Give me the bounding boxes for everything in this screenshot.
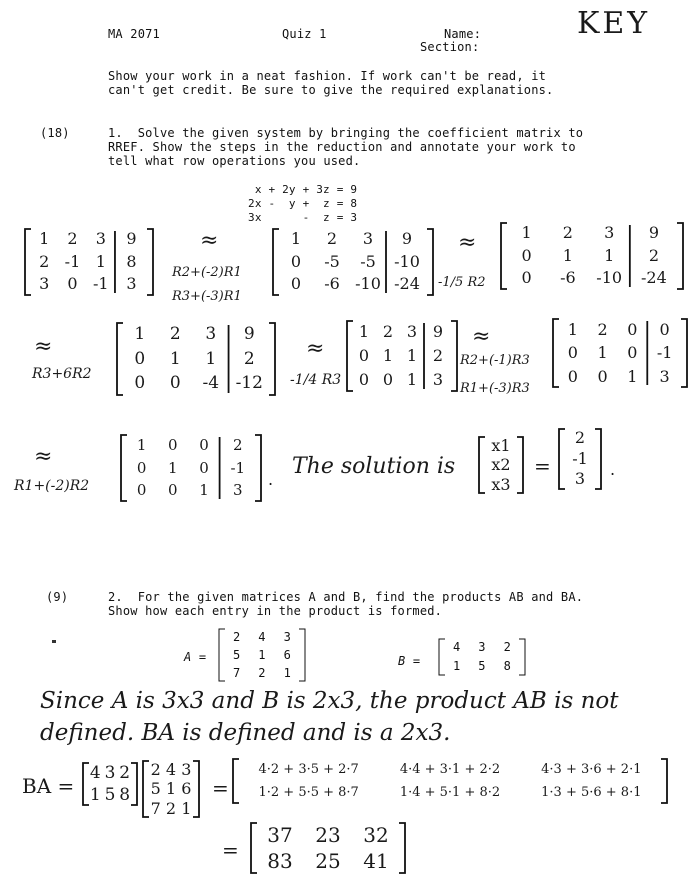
matrix-b-handwritten	[82, 762, 138, 806]
matrix-entry: 23	[315, 823, 341, 847]
system-equation: x + 2y + 3z = 9	[248, 183, 358, 196]
instruction-line: Show your work in a neat fashion. If work can't be read, it	[108, 69, 547, 83]
matrix-entry: -1	[656, 343, 673, 363]
matrix-entry: 9	[432, 322, 444, 341]
matrix-entry: 0	[168, 481, 178, 500]
matrix-entry: 0	[199, 436, 209, 454]
matrix-entry: 0	[382, 370, 394, 389]
matrix-entry: 0	[67, 274, 78, 294]
row-operation: -1/5 R2	[438, 275, 486, 290]
section-label: Section:	[420, 40, 480, 54]
matrix-entry: 2	[326, 229, 338, 248]
matrix-entry: 1	[205, 348, 217, 369]
matrix-entry: 1	[452, 659, 461, 673]
matrix-entry: 8	[126, 251, 137, 271]
matrix-entry: -4	[202, 373, 220, 394]
matrix-entry: 1	[406, 370, 418, 389]
matrix-entry: 2	[574, 428, 586, 447]
matrix-entry: 0	[597, 366, 608, 386]
matrix-entry: 3	[126, 274, 137, 294]
matrix-entry: 3	[181, 760, 192, 779]
matrix-entry: 41	[363, 849, 389, 873]
row-equivalent-symbol: ≈	[34, 444, 53, 469]
matrix-entry: 0	[358, 370, 370, 389]
matrix-entry: -10	[355, 274, 381, 294]
matrix-entry: 3	[604, 223, 615, 242]
matrix-entry: 25	[315, 849, 341, 873]
quiz-label: Quiz 1	[282, 27, 327, 41]
course-label: MA 2071	[108, 27, 160, 41]
matrix-entry: 2	[119, 763, 131, 783]
matrix-b-label: B =	[398, 654, 421, 668]
matrix-entry: -6	[560, 268, 576, 288]
matrix-b	[438, 638, 526, 676]
matrix-entry: 7	[232, 666, 241, 680]
matrix-entry: 0	[290, 274, 302, 294]
matrix-entry: -1	[572, 448, 588, 468]
augmented-matrix-step1	[272, 228, 434, 296]
matrix-entry: x2	[491, 455, 511, 475]
matrix-entry: 0	[659, 320, 670, 339]
row-operation: R1+(-2)R2	[14, 478, 90, 494]
matrix-entry: 5	[478, 659, 486, 673]
row-operation: R1+(-3)R3	[460, 381, 530, 396]
row-equivalent-symbol: ≈	[306, 336, 325, 361]
matrix-entry: 0	[134, 373, 146, 394]
matrix-entry: x1	[491, 436, 511, 455]
matrix-entry: 2	[243, 348, 255, 369]
problem2-text: Show how each entry in the product is formed.	[108, 604, 443, 618]
problem1-points: (18)	[40, 126, 70, 140]
row-operation: R3+(-3)R1	[172, 289, 242, 304]
problem1-text: RREF. Show the steps in the reduction and annotate your work to	[108, 140, 576, 154]
matrix-entry: 2	[648, 245, 659, 265]
matrix-entry: 32	[363, 823, 389, 847]
matrix-entry: 2	[39, 251, 50, 271]
matrix-entry: 0	[567, 343, 578, 363]
matrix-entry: 2	[150, 760, 161, 779]
matrix-entry: 2	[562, 223, 573, 242]
matrix-entry: 4·4 + 3·1 + 2·2	[399, 762, 501, 777]
handwritten-answer: defined. BA is defined and is a 2x3.	[40, 720, 451, 746]
row-operation: R2+(-2)R1	[172, 265, 242, 280]
matrix-entry: -1	[64, 251, 81, 271]
matrix-entry: 3	[362, 229, 374, 248]
matrix-entry: 3	[659, 366, 670, 386]
matrix-entry: 9	[648, 223, 659, 242]
row-equivalent-symbol: ≈	[458, 230, 477, 255]
matrix-entry: 1	[406, 346, 418, 365]
matrix-entry: 1	[169, 348, 181, 369]
matrix-entry: 0	[521, 245, 532, 265]
matrix-entry: 1	[168, 458, 178, 477]
equals-sign: =	[534, 454, 551, 478]
matrix-entry: 1	[199, 481, 209, 500]
matrix-entry: 2	[432, 346, 444, 365]
matrix-entry: 0	[136, 458, 147, 477]
matrix-entry: 5	[232, 648, 241, 662]
matrix-entry: -24	[641, 268, 667, 288]
row-operation: R3+6R2	[32, 366, 92, 382]
matrix-entry: 3	[478, 640, 486, 654]
matrix-entry: -6	[324, 274, 340, 294]
matrix-entry: 2	[382, 322, 394, 341]
matrix-entry: 8	[119, 785, 131, 805]
matrix-entry: 0	[521, 268, 532, 288]
matrix-entry: 3	[233, 481, 243, 500]
matrix-entry: 5	[150, 779, 161, 799]
matrix-entry: 9	[243, 324, 255, 344]
matrix-entry: 9	[126, 229, 137, 248]
stray-mark	[52, 640, 56, 643]
matrix-entry: 1·3 + 5·6 + 8·1	[541, 785, 642, 800]
matrix-entry: 2	[165, 798, 177, 818]
matrix-entry: 2	[597, 320, 608, 339]
problem2-text: 2. For the given matrices A and B, find the products AB and BA.	[108, 590, 584, 604]
row-equivalent-symbol: ≈	[200, 228, 219, 253]
matrix-a-handwritten	[142, 760, 200, 818]
matrix-entry: -5	[324, 251, 340, 271]
matrix-entry: -12	[235, 373, 263, 394]
matrix-entry: -10	[596, 268, 623, 288]
matrix-entry: -10	[394, 251, 420, 271]
matrix-entry: 0	[567, 366, 578, 386]
matrix-entry: 4	[89, 763, 101, 783]
matrix-entry: 0	[290, 251, 302, 271]
matrix-entry: 6	[181, 779, 192, 799]
matrix-entry: 0	[134, 348, 146, 369]
matrix-entry: 4	[165, 760, 177, 779]
matrix-entry: 1	[382, 346, 394, 365]
matrix-entry: 4·2 + 3·5 + 2·7	[258, 762, 359, 777]
matrix-entry: 9	[401, 229, 413, 248]
problem1-text: tell what row operations you used.	[108, 154, 361, 168]
name-label: Name:	[444, 27, 482, 41]
instruction-line: can't get credit. Be sure to give the required explanations.	[108, 83, 554, 97]
matrix-entry: 1	[567, 320, 578, 339]
matrix-entry: -5	[360, 251, 376, 271]
matrix-entry: 1·4 + 5·1 + 8·2	[399, 785, 501, 800]
row-operation: R2+(-1)R3	[460, 353, 530, 368]
matrix-entry: 3	[283, 630, 292, 644]
matrix-entry: 2	[258, 666, 266, 680]
matrix-entry: 6	[283, 648, 292, 662]
matrix-entry: 4·3 + 3·6 + 2·1	[541, 762, 642, 777]
system-equation: 3x - z = 3	[248, 211, 358, 224]
matrix-entry: 1	[136, 436, 147, 454]
equals-sign: =	[212, 776, 229, 800]
matrix-entry: 0	[627, 320, 638, 339]
augmented-matrix-step3	[116, 322, 276, 396]
matrix-entry: 1	[627, 366, 638, 386]
matrix-entry: 0	[136, 481, 147, 500]
equals-sign: =	[222, 838, 239, 862]
matrix-entry: x3	[491, 474, 511, 494]
solution-statement: The solution is	[292, 454, 456, 479]
matrix-entry: 0	[169, 373, 181, 394]
matrix-entry: 3	[406, 322, 418, 341]
matrix-entry: 1	[283, 666, 292, 680]
augmented-matrix-step5	[552, 318, 688, 388]
matrix-entry: 1	[165, 779, 177, 799]
matrix-entry: 1	[290, 229, 302, 248]
matrix-entry: 3	[95, 229, 106, 248]
row-equivalent-symbol: ≈	[34, 334, 53, 359]
problem1-text: 1. Solve the given system by bringing the coefficient matrix to	[108, 126, 584, 140]
augmented-matrix-step2	[500, 222, 684, 290]
matrix-entry: 2	[233, 436, 243, 454]
matrix-entry: 2	[503, 640, 512, 654]
matrix-entry: 1	[181, 798, 192, 818]
matrix-entry: 2	[232, 630, 241, 644]
matrix-entry: 3	[104, 763, 116, 783]
row-equivalent-symbol: ≈	[472, 324, 491, 349]
solution-variable-vector	[478, 436, 524, 494]
matrix-a-label: A =	[184, 650, 207, 664]
matrix-entry: 1	[358, 322, 370, 341]
matrix-entry: 4	[258, 630, 266, 644]
answer-key-mark: KEY	[577, 6, 651, 41]
matrix-entry: 2	[67, 229, 78, 248]
matrix-entry: 1	[134, 324, 146, 344]
matrix-entry: 1	[597, 343, 608, 363]
product-entry-matrix	[232, 758, 668, 804]
matrix-entry: 2	[169, 324, 181, 344]
matrix-entry: 83	[267, 849, 293, 873]
matrix-entry: 5	[104, 785, 116, 805]
matrix-entry: 0	[199, 458, 209, 477]
product-result-matrix	[250, 822, 406, 874]
system-equation: 2x - y + z = 8	[248, 197, 358, 210]
matrix-entry: 3	[39, 274, 50, 294]
matrix-entry: 1	[89, 785, 101, 805]
row-operation: -1/4 R3	[290, 372, 342, 388]
matrix-entry: 7	[150, 798, 161, 818]
matrix-entry: 37	[267, 823, 293, 847]
matrix-entry: 0	[358, 346, 370, 365]
matrix-entry: 0	[627, 343, 638, 363]
ba-label: BA =	[22, 774, 75, 798]
period-mark: .	[268, 470, 274, 489]
augmented-matrix-original	[24, 228, 154, 296]
handwritten-answer: Since A is 3x3 and B is 2x3, the product AB is not	[40, 688, 619, 714]
matrix-entry: 3	[432, 370, 444, 389]
matrix-entry: 4	[452, 640, 461, 654]
matrix-entry: -1	[92, 274, 109, 294]
matrix-a	[218, 628, 306, 682]
augmented-matrix-step4	[346, 320, 458, 392]
solution-value-vector	[558, 428, 602, 490]
matrix-entry: -1	[230, 458, 246, 477]
matrix-entry: 1	[604, 245, 615, 265]
matrix-entry: 1	[562, 245, 573, 265]
matrix-entry: 3	[205, 324, 217, 344]
matrix-entry: 1	[39, 229, 50, 248]
period-mark: .	[610, 460, 616, 479]
matrix-entry: 1	[258, 648, 266, 662]
matrix-entry: 1	[95, 251, 106, 271]
problem2-points: (9)	[46, 590, 69, 604]
matrix-entry: 0	[168, 436, 178, 454]
matrix-entry: -24	[394, 274, 420, 294]
matrix-entry: 1·2 + 5·5 + 8·7	[258, 785, 359, 800]
augmented-matrix-rref	[120, 434, 262, 502]
matrix-entry: 1	[521, 223, 532, 242]
matrix-entry: 3	[574, 469, 586, 489]
matrix-entry: 8	[503, 659, 512, 673]
